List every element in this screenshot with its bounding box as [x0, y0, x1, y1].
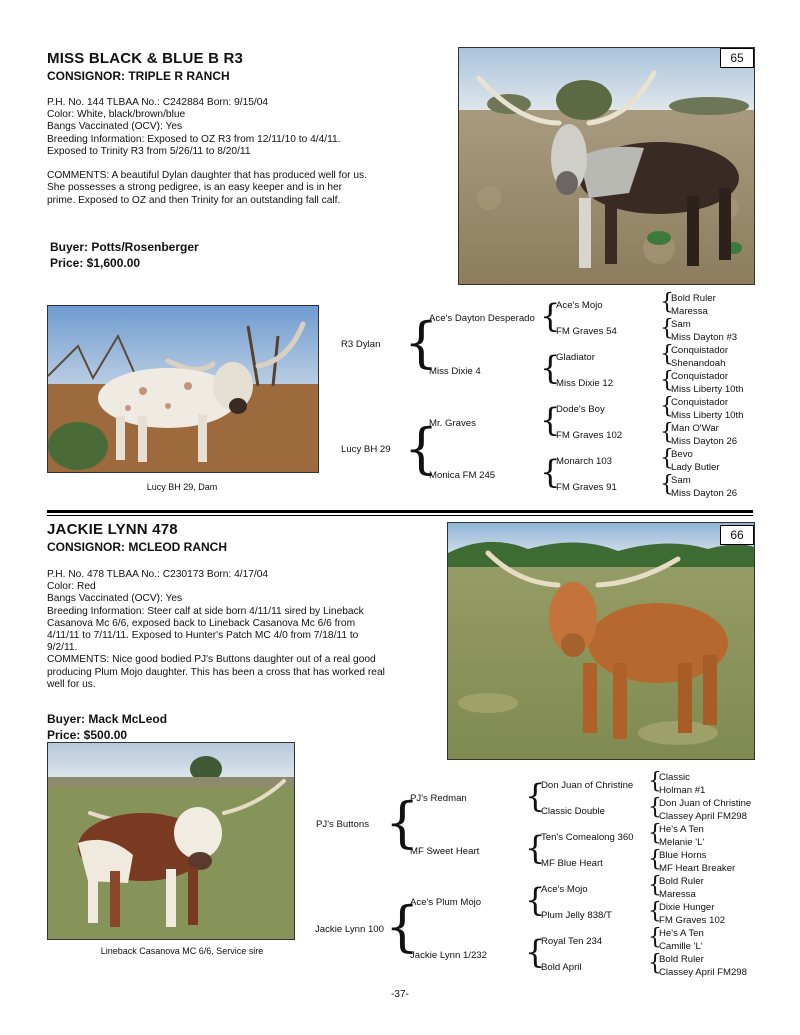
pedigree-ancestor: Blue Horns [659, 850, 707, 861]
brace: { [648, 899, 662, 924]
pedigree-ancestor: Royal Ten 234 [541, 936, 603, 947]
pedigree-ancestor: FM Graves 102 [659, 915, 726, 926]
pedigree-ancestor: He's A Ten [659, 824, 704, 835]
brace: { [648, 847, 662, 872]
brace: { [660, 394, 674, 419]
pedigree-ancestor: Miss Dayton 26 [671, 488, 738, 499]
lot-number-badge: 66 [720, 525, 754, 545]
pedigree-ancestor: Miss Dayton 26 [671, 436, 738, 447]
brace: { [525, 777, 546, 815]
brace: { [525, 829, 546, 867]
pedigree-ancestor: Mr. Graves [429, 418, 476, 429]
lot-title: MISS BLACK & BLUE B R3 [47, 50, 244, 67]
brace: { [385, 895, 420, 958]
pedigree-ancestor: Conquistador [671, 397, 729, 408]
lot-info: P.H. No. 478 TLBAA No.: C230173 Born: 4/17/04 Color: Red Bangs Vaccinated (OCV): Yes Breeding Information: Steer calf at side born 4/11/11 sired by Lineback Casanova Mc 6/6, exposed back to Lineback Casanova Mc 6/6 from 4/11/11 to 7/11/11. Exposed to Hunter's Patch MC 4/0 from 7/18/11 to 9/2/11. COMMENTS: Nice good bodied PJ's Buttons daughter out of a real good producing Plum Mojo daughter. This has been a cross that has worked real well for us. [47, 569, 385, 690]
section-divider [47, 510, 753, 513]
brace: { [540, 401, 561, 439]
pedigree-dam: Jackie Lynn 100 [315, 924, 384, 935]
pedigree-ancestor: Ten's Comealong 360 [541, 832, 634, 843]
buyer: Buyer: Mack McLeod [47, 712, 168, 726]
brace: { [540, 453, 561, 491]
photo-caption: Lineback Casanova MC 6/6, Service sire [100, 946, 264, 956]
pedigree-ancestor: Miss Liberty 10th [671, 410, 744, 421]
pedigree-ancestor: Conquistador [671, 371, 729, 382]
brace: { [648, 951, 662, 976]
consignor: CONSIGNOR: MCLEOD RANCH [47, 540, 227, 554]
pedigree-ancestor: Don Juan of Christine [659, 798, 752, 809]
pedigree-ancestor: PJ's Redman [410, 793, 467, 804]
pedigree-ancestor: Sam [671, 319, 691, 330]
price: Price: $500.00 [47, 728, 128, 742]
pedigree-ancestor: Conquistador [671, 345, 729, 356]
brace: { [648, 821, 662, 846]
pedigree-ancestor: Jackie Lynn 1/232 [410, 950, 487, 961]
pedigree-ancestor: Miss Liberty 10th [671, 384, 744, 395]
pedigree-ancestor: Ace's Plum Mojo [410, 897, 482, 908]
brace: { [660, 290, 674, 315]
pedigree-ancestor: Dode's Boy [556, 404, 605, 415]
pedigree-ancestor: Bold Ruler [659, 954, 704, 965]
pedigree-sire: R3 Dylan [341, 339, 381, 350]
pedigree-ancestor: Miss Dayton #3 [671, 332, 738, 343]
pedigree-ancestor: Bold Ruler [659, 876, 704, 887]
brace: { [404, 417, 439, 480]
pedigree-ancestor: Miss Dixie 4 [429, 366, 481, 377]
brace: { [404, 311, 439, 374]
pedigree-ancestor: Maressa [659, 889, 696, 900]
pedigree-ancestor: Man O'War [671, 423, 719, 434]
page-number: -37- [391, 989, 409, 1000]
brace: { [385, 791, 420, 854]
lot-title: JACKIE LYNN 478 [47, 521, 178, 538]
pedigree-ancestor: MF Blue Heart [541, 858, 603, 869]
pedigree-ancestor: Ace's Mojo [556, 300, 603, 311]
brace: { [648, 795, 662, 820]
brace: { [660, 420, 674, 445]
buyer: Buyer: Potts/Rosenberger [50, 240, 199, 254]
pedigree-ancestor: Classey April FM298 [659, 967, 747, 978]
consignor: CONSIGNOR: TRIPLE R RANCH [47, 69, 230, 83]
pedigree-ancestor: Monarch 103 [556, 456, 612, 467]
pedigree-ancestor: He's A Ten [659, 928, 704, 939]
pedigree-ancestor: Gladiator [556, 352, 595, 363]
pedigree-ancestor: Ace's Mojo [541, 884, 588, 895]
pedigree-ancestor: Camille 'L' [659, 941, 703, 952]
pedigree-ancestor: Ace's Dayton Desperado [429, 313, 535, 324]
pedigree-ancestor: Holman #1 [659, 785, 706, 796]
brace: { [648, 873, 662, 898]
brace: { [660, 472, 674, 497]
brace: { [525, 881, 546, 919]
brace: { [525, 933, 546, 971]
lot-number-badge: 65 [720, 48, 754, 68]
pedigree-ancestor: Plum Jelly 838/T [541, 910, 612, 921]
dam-photo [47, 305, 319, 473]
pedigree-ancestor: MF Heart Breaker [659, 863, 736, 874]
pedigree-ancestor: Classic [659, 772, 690, 783]
pedigree-ancestor: Classic Double [541, 806, 605, 817]
sire-photo [47, 742, 295, 940]
brace: { [648, 925, 662, 950]
pedigree-ancestor: Monica FM 245 [429, 470, 496, 481]
pedigree-ancestor: Lady Butler [671, 462, 720, 473]
pedigree-ancestor: FM Graves 54 [556, 326, 617, 337]
pedigree-ancestor: Dixie Hunger [659, 902, 715, 913]
pedigree-ancestor: Bold April [541, 962, 582, 973]
pedigree-sire: PJ's Buttons [316, 819, 370, 830]
pedigree-ancestor: FM Graves 102 [556, 430, 623, 441]
brace: { [540, 297, 561, 335]
pedigree-ancestor: Bevo [671, 449, 693, 460]
brace: { [660, 446, 674, 471]
pedigree-ancestor: Classey April FM298 [659, 811, 747, 822]
pedigree-ancestor: Shenandoah [671, 358, 726, 369]
brace: { [660, 342, 674, 367]
brace: { [648, 769, 662, 794]
brace: { [540, 349, 561, 387]
photo-caption: Lucy BH 29, Dam [146, 482, 218, 492]
pedigree-ancestor: Bold Ruler [671, 293, 716, 304]
brace: { [660, 316, 674, 341]
price: Price: $1,600.00 [50, 256, 141, 270]
pedigree-ancestor: MF Sweet Heart [410, 846, 480, 857]
lot-info: P.H. No. 144 TLBAA No.: C242884 Born: 9/15/04 Color: White, black/brown/blue Bangs Vaccinated (OCV): Yes Breeding Information: Exposed to OZ R3 from 12/11/10 to 4/4/11. Exposed to Trinity R3 from 5/26/11 to 8/20/11 COMMENTS: A beautiful Dylan daughter that has produced well for us. She possesses a strong pedigree, is an easy keeper and is in her prime. Exposed to OZ and then Trinity for an outstanding fall calf. [47, 97, 367, 206]
pedigree-ancestor: Don Juan of Christine [541, 780, 634, 791]
brace: { [660, 368, 674, 393]
pedigree-ancestor: Miss Dixie 12 [556, 378, 614, 389]
cow-photo [458, 47, 755, 285]
pedigree-ancestor: Melanie 'L' [659, 837, 705, 848]
pedigree-ancestor: Sam [671, 475, 691, 486]
pedigree-ancestor: Maressa [671, 306, 708, 317]
cow-photo [447, 522, 755, 760]
pedigree-dam: Lucy BH 29 [341, 444, 391, 455]
section-divider [47, 515, 753, 516]
pedigree-ancestor: FM Graves 91 [556, 482, 617, 493]
